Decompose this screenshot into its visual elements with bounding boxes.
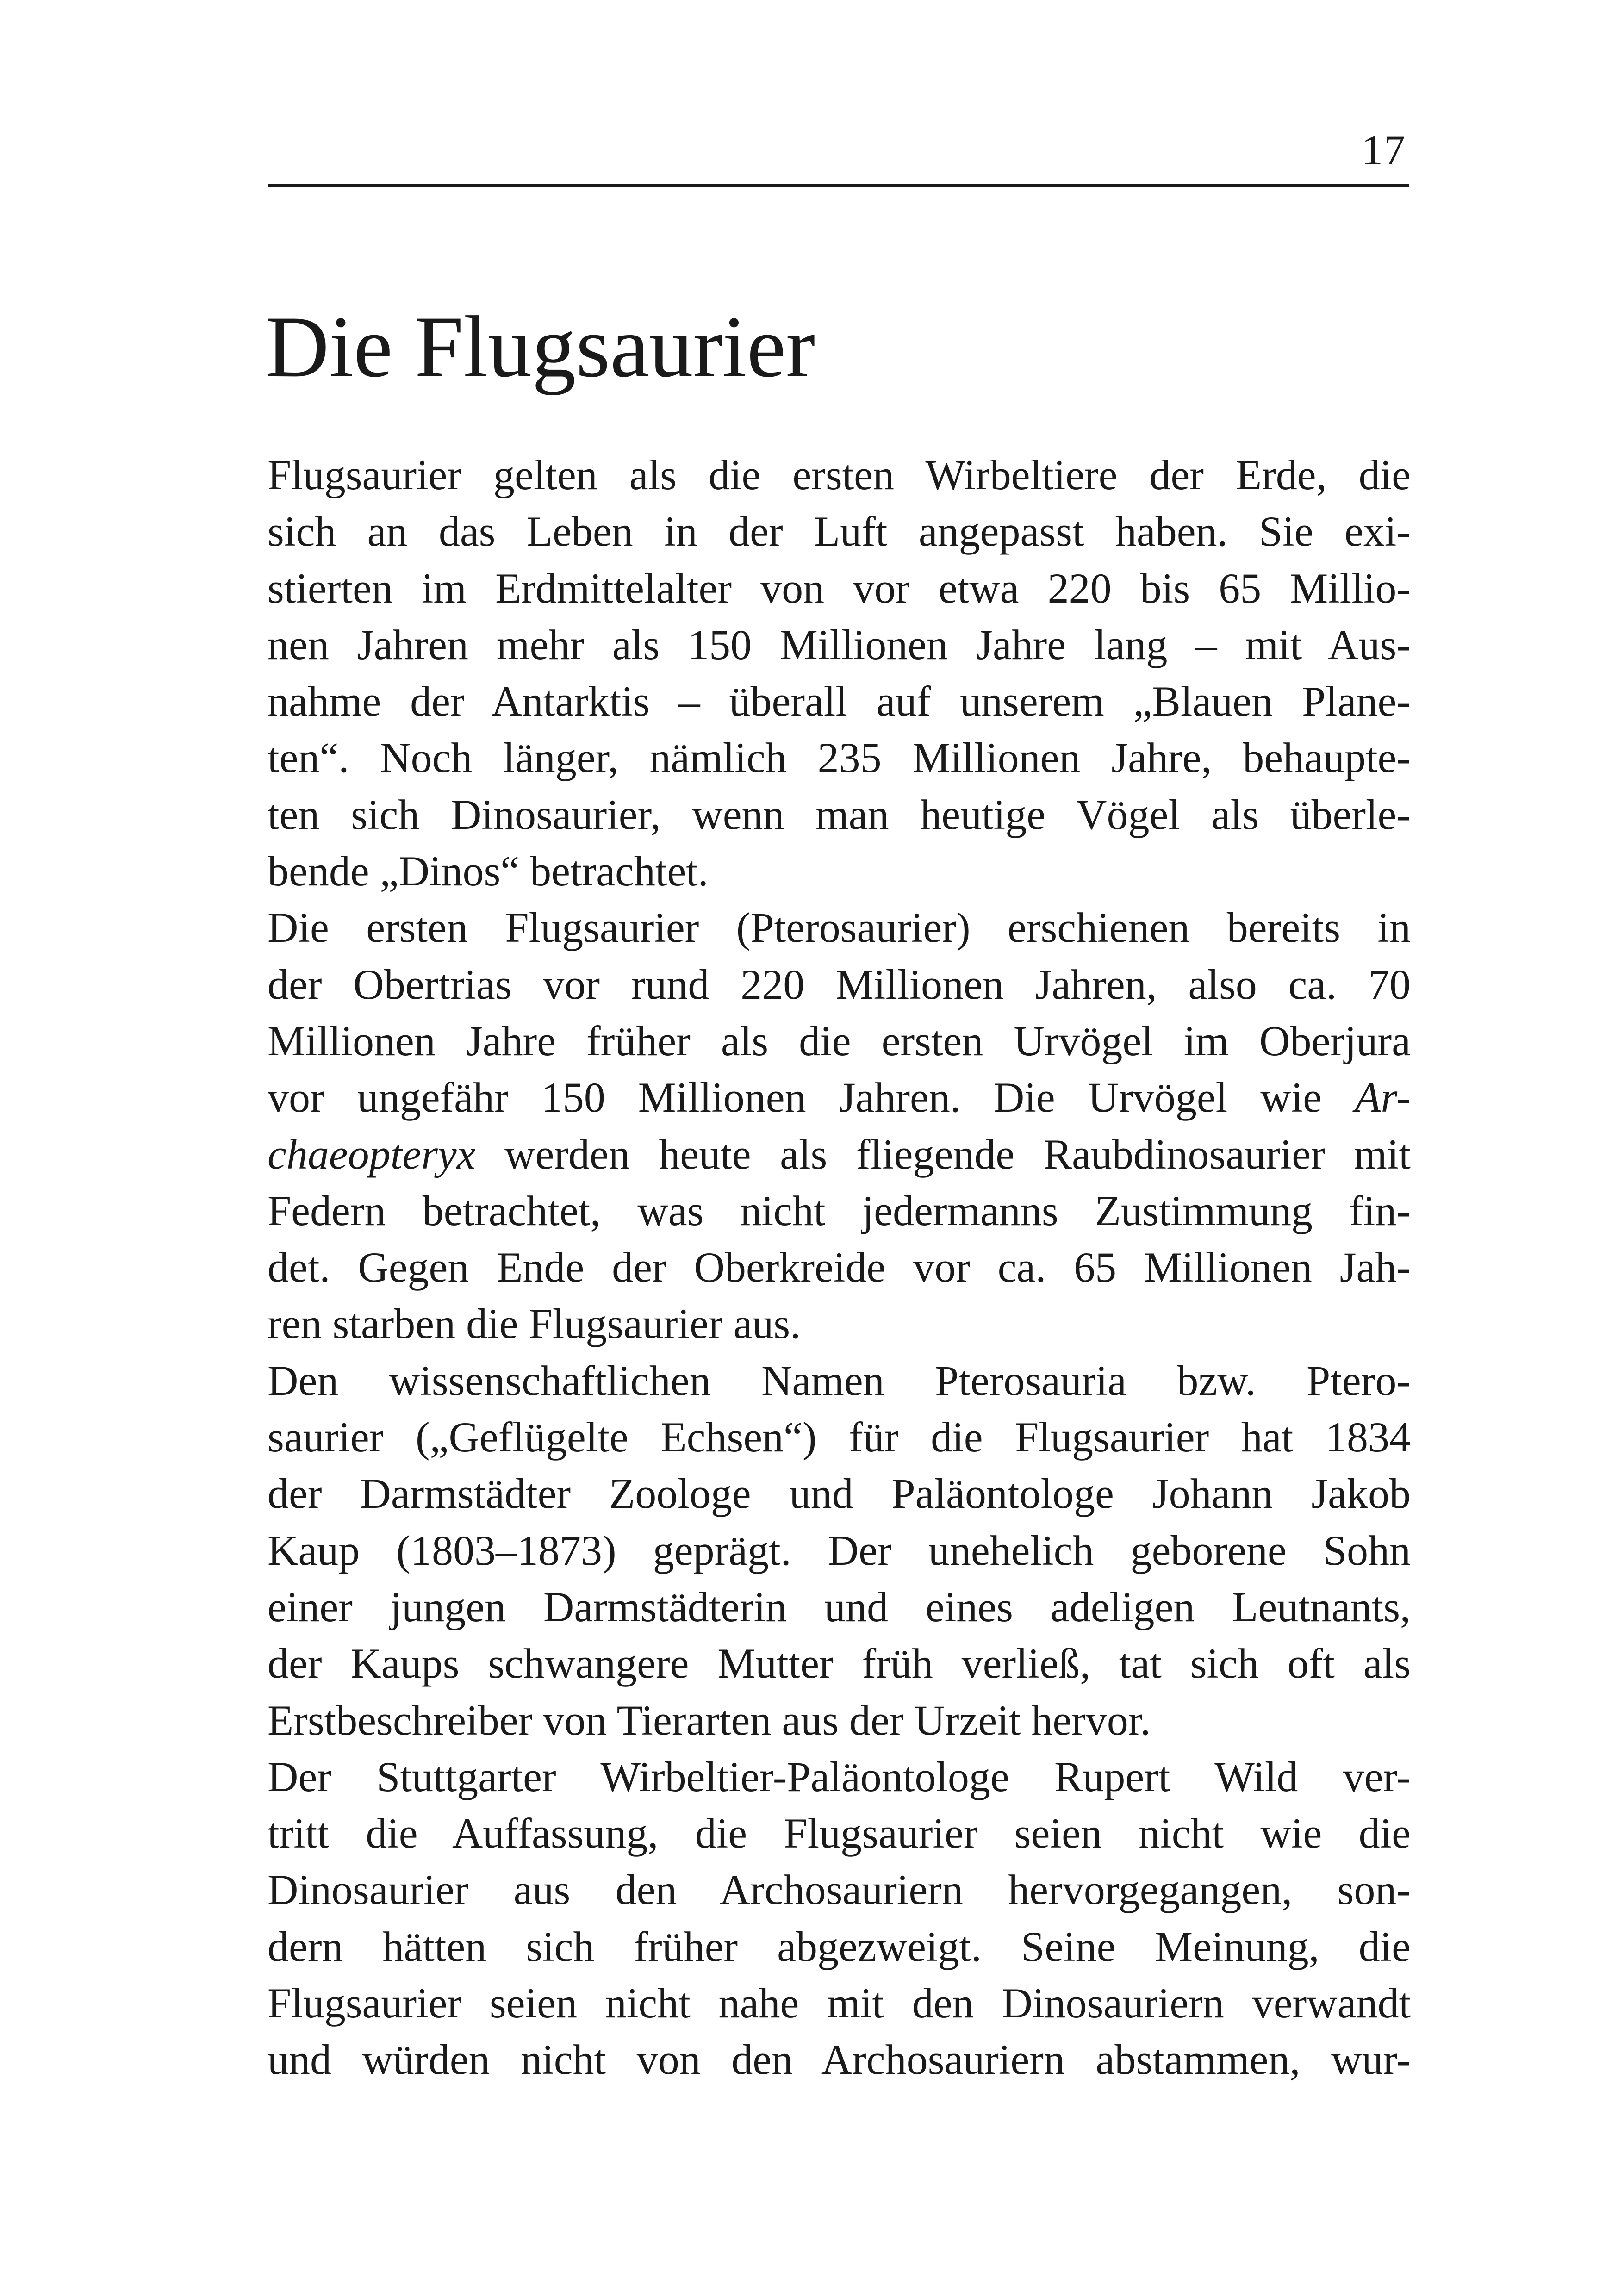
text-line: saurier („Geflügelte Echsen“) für die Flugsaurier hat 1834 bbox=[268, 1413, 1411, 1461]
text-line: det. Gegen Ende der Oberkreide vor ca. 65 Millionen Jah- bbox=[268, 1244, 1411, 1291]
text-line: der Obertrias vor rund 220 Millionen Jahren, also ca. 70 bbox=[268, 960, 1411, 1008]
text-line: sich an das Leben in der Luft angepasst haben. Sie exi- bbox=[268, 508, 1411, 555]
text-line: tritt die Auffassung, die Flugsaurier seien nicht wie die bbox=[268, 1810, 1411, 1857]
text-line: Flugsaurier seien nicht nahe mit den Dinosauriern verwandt bbox=[268, 1979, 1411, 2027]
text-line: Dinosaurier aus den Archosauriern hervorgegangen, son- bbox=[268, 1866, 1411, 1914]
text-line: dern hätten sich früher abgezweigt. Seine Meinung, die bbox=[268, 1923, 1411, 1970]
text-line: nen Jahren mehr als 150 Millionen Jahre lang – mit Aus- bbox=[268, 621, 1411, 668]
paragraph-3 bbox=[268, 1352, 1411, 1748]
text-line: Erstbeschreiber von Tierarten aus der Urzeit hervor. bbox=[268, 1696, 1151, 1744]
text-segment: werden heute als fliegende Raubdinosaurier mit bbox=[475, 1130, 1411, 1178]
text-line: stierten im Erdmittelalter von vor etwa 220 bis 65 Millio- bbox=[268, 564, 1411, 612]
header-rule bbox=[268, 184, 1409, 187]
species-name-italic: Ar- bbox=[1355, 1074, 1411, 1121]
text-line: Der Stuttgarter Wirbeltier-Paläontologe Rupert Wild ver- bbox=[268, 1753, 1411, 1800]
text-line: nahme der Antarktis – überall auf unserem „Blauen Plane- bbox=[268, 678, 1411, 725]
page-number: 17 bbox=[1362, 126, 1406, 174]
text-line: Die ersten Flugsaurier (Pterosaurier) erschienen bereits in bbox=[268, 904, 1411, 952]
text-line: Kaup (1803–1873) geprägt. Der unehelich geborene Sohn bbox=[268, 1526, 1411, 1574]
text-line: der Darmstädter Zoologe und Paläontologe Johann Jakob bbox=[268, 1470, 1411, 1518]
text-line: bende „Dinos“ betrachtet. bbox=[268, 847, 709, 895]
chapter-title: Die Flugsaurier bbox=[266, 299, 815, 396]
paragraph-1 bbox=[268, 447, 1411, 899]
text-line: Millionen Jahre früher als die ersten Urvögel im Oberjura bbox=[268, 1017, 1411, 1064]
text-segment: vor ungefähr 150 Millionen Jahren. Die Urvögel wie bbox=[268, 1074, 1355, 1121]
text-line: der Kaups schwangere Mutter früh verließ, tat sich oft als bbox=[268, 1640, 1411, 1687]
text-line: ren starben die Flugsaurier aus. bbox=[268, 1300, 801, 1348]
paragraph-4 bbox=[268, 1748, 1411, 2088]
paragraph-2 bbox=[268, 899, 1411, 1352]
text-line: Den wissenschaftlichen Namen Pterosauria bzw. Ptero- bbox=[268, 1356, 1411, 1404]
text-line bbox=[268, 1069, 1411, 1126]
body-text bbox=[268, 447, 1411, 2088]
text-line: Flugsaurier gelten als die ersten Wirbeltiere der Erde, die bbox=[268, 451, 1411, 498]
text-line: einer jungen Darmstädterin und eines adeligen Leutnants, bbox=[268, 1583, 1411, 1630]
text-line: Federn betrachtet, was nicht jedermanns Zustimmung fin- bbox=[268, 1187, 1411, 1234]
species-name-italic: chaeopteryx bbox=[268, 1130, 476, 1178]
text-line: und würden nicht von den Archosauriern abstammen, wur- bbox=[268, 2036, 1411, 2084]
text-line: ten sich Dinosaurier, wenn man heutige Vögel als überle- bbox=[268, 790, 1411, 838]
text-line bbox=[268, 1126, 1411, 1182]
text-line: ten“. Noch länger, nämlich 235 Millionen Jahre, behaupte- bbox=[268, 734, 1411, 782]
